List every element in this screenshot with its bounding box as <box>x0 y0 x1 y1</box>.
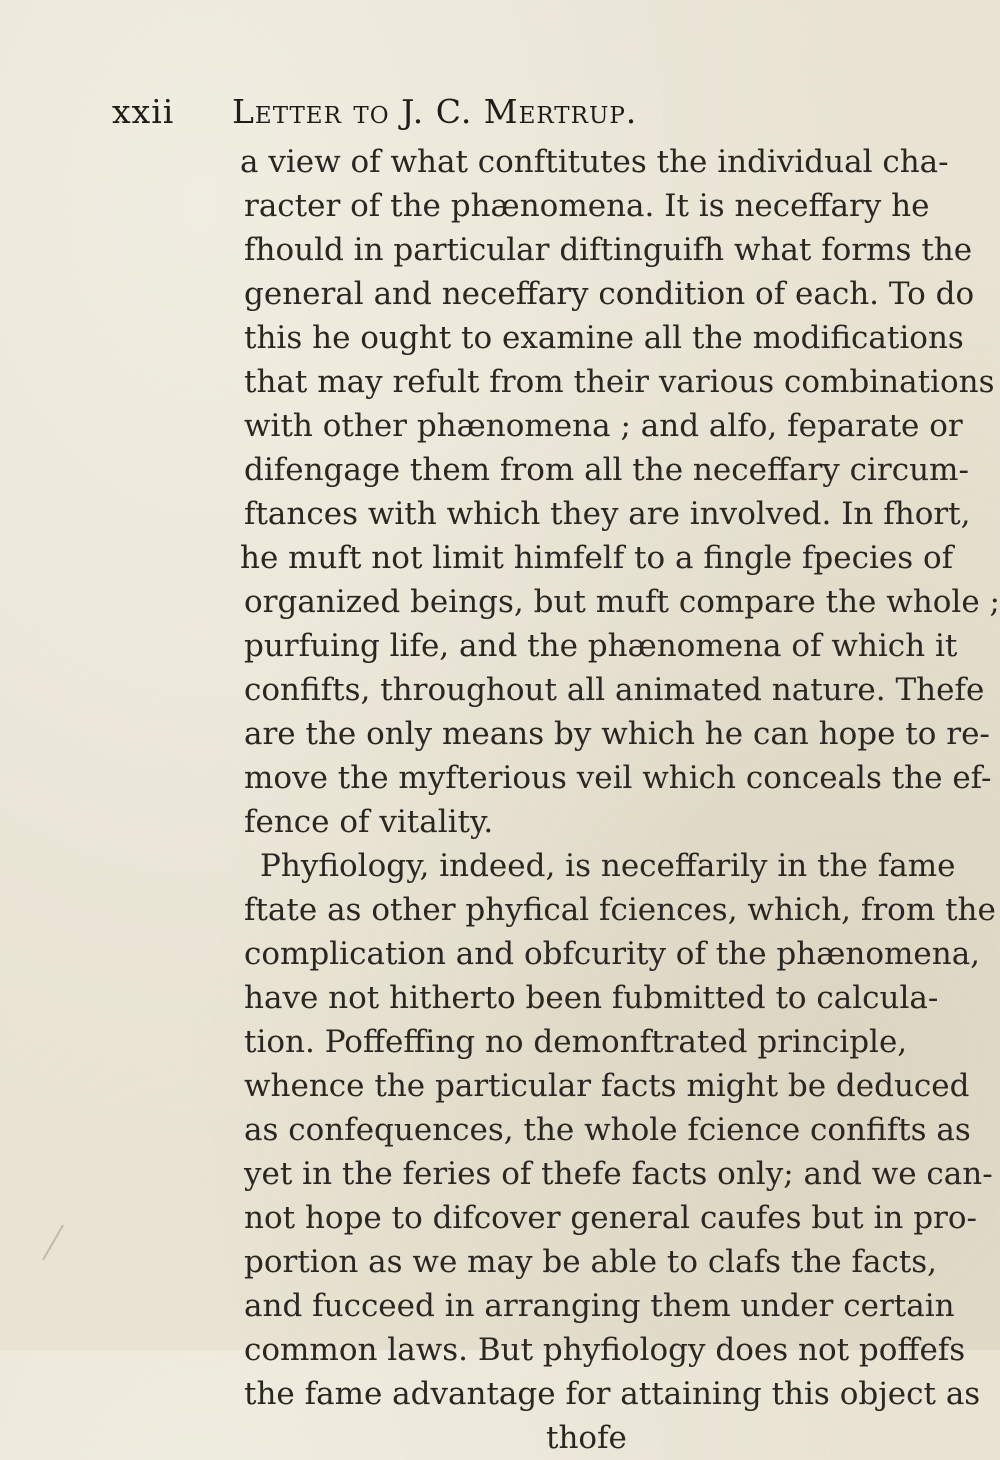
text-line-22: whence the particular facts might be deduced <box>244 1068 970 1104</box>
text-line-9: ftances with which they are involved. In fhort, <box>244 496 971 532</box>
text-line-23: as confequences, the whole fcience confifts as <box>244 1112 971 1148</box>
text-line-3: fhould in particular diftinguifh what forms the <box>244 232 973 268</box>
text-line-6: that may refult from their various combinations <box>244 364 995 400</box>
text-line-11: organized beings, but muft compare the whole ; <box>244 584 1000 620</box>
text-line-18: ftate as other phyfical fciences, which, from the <box>244 892 996 928</box>
running-head <box>112 92 712 136</box>
text-line-16: fence of vitality. <box>244 804 494 840</box>
text-line-19: complication and obfcurity of the phænomena, <box>244 936 981 972</box>
margin-ink-mark <box>42 1225 90 1276</box>
page-number: xxii <box>112 92 175 131</box>
running-head-title: Letter to J. C. Mertrup. <box>232 92 638 131</box>
catchword: thofe <box>546 1420 627 1456</box>
text-line-2: racter of the phænomena. It is neceffary he <box>244 188 930 224</box>
text-line-29: the fame advantage for attaining this object as <box>244 1376 981 1412</box>
text-line-17: Phyfiology, indeed, is neceffarily in the fame <box>260 848 956 884</box>
text-line-28: common laws. But phyfiology does not poffefs <box>244 1332 966 1368</box>
text-line-20: have not hitherto been fubmitted to calcula- <box>244 980 939 1016</box>
text-line-25: not hope to difcover general caufes but in pro- <box>244 1200 977 1236</box>
text-line-24: yet in the feries of thefe facts only; and we can- <box>244 1156 993 1192</box>
text-line-8: difengage them from all the neceffary circum- <box>244 452 969 488</box>
text-line-26: portion as we may be able to clafs the facts, <box>244 1244 938 1280</box>
text-line-21: tion. Poffeffing no demonftrated principle, <box>244 1024 908 1060</box>
text-line-4: general and neceffary condition of each. To do <box>244 276 975 312</box>
text-line-14: are the only means by which he can hope to re- <box>244 716 990 752</box>
text-line-27: and fucceed in arranging them under certain <box>244 1288 955 1324</box>
text-line-10: he muft not limit himfelf to a fingle fpecies of <box>240 540 954 576</box>
text-line-5: this he ought to examine all the modifications <box>244 320 964 356</box>
text-line-1: a view of what conftitutes the individual cha- <box>240 144 949 180</box>
text-line-7: with other phænomena ; and alfo, feparate or <box>244 408 963 444</box>
text-line-13: confifts, throughout all animated nature. Thefe <box>244 672 985 708</box>
text-line-15: move the myfterious veil which conceals the ef- <box>244 760 992 796</box>
text-line-12: purfuing life, and the phænomena of which it <box>244 628 958 664</box>
